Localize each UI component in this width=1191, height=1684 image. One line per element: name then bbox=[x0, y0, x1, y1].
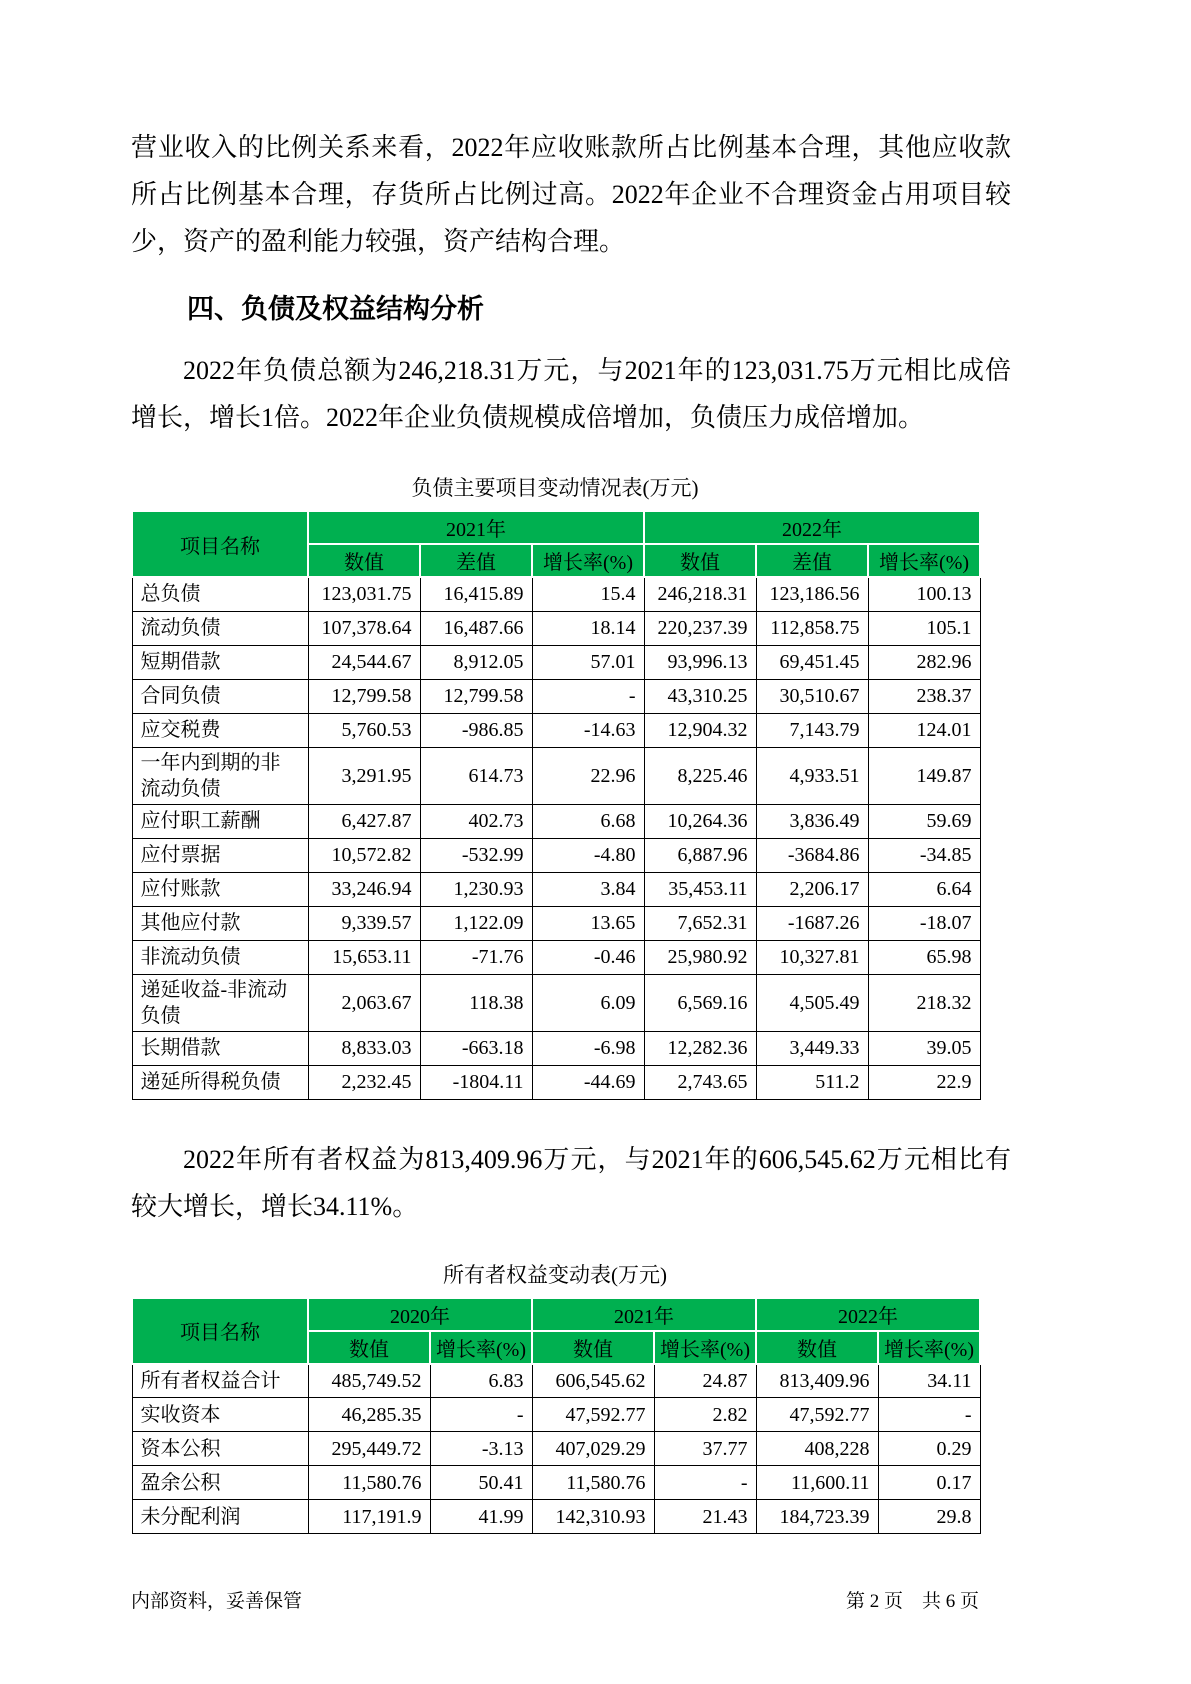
table-row bbox=[132, 1500, 980, 1534]
table-cell-value: 117,191.9 bbox=[308, 1500, 430, 1534]
table-cell-value: -71.76 bbox=[420, 940, 532, 974]
row-item-name: 总负债 bbox=[132, 577, 308, 611]
table-cell-value: -3684.86 bbox=[756, 838, 868, 872]
row-item-name: 流动负债 bbox=[132, 611, 308, 645]
table-cell-value: 15.4 bbox=[532, 577, 644, 611]
table-cell-value: 13.65 bbox=[532, 906, 644, 940]
table-cell-value: 11,600.11 bbox=[756, 1466, 878, 1500]
table-row bbox=[132, 645, 980, 679]
row-item-name: 递延收益-非流动负债 bbox=[132, 974, 308, 1031]
table-cell-value: 123,186.56 bbox=[756, 577, 868, 611]
table-cell-value: 35,453.11 bbox=[644, 872, 756, 906]
table-row bbox=[132, 1398, 980, 1432]
table-cell-value: 16,487.66 bbox=[420, 611, 532, 645]
row-item-name: 其他应付款 bbox=[132, 906, 308, 940]
table-cell-value: 15,653.11 bbox=[308, 940, 420, 974]
table-cell-value: -14.63 bbox=[532, 713, 644, 747]
table-cell-value: 402.73 bbox=[420, 804, 532, 838]
paragraph-asset-structure: 营业收入的比例关系来看，2022年应收账款所占比例基本合理，其他应收款所占比例基本合理，存货所占比例过高。2022年企业不合理资金占用项目较少，资产的盈利能力较强，资产结构合理。 bbox=[131, 133, 1011, 256]
table-cell-value: 6.83 bbox=[430, 1364, 532, 1398]
table-cell-value: 10,327.81 bbox=[756, 940, 868, 974]
table-cell-value: 606,545.62 bbox=[532, 1364, 654, 1398]
row-item-name: 未分配利润 bbox=[132, 1500, 308, 1534]
paragraph-equity-summary: 2022年所有者权益为813,409.96万元，与2021年的606,545.62万元相比有较大增长，增长34.11%。 bbox=[131, 1144, 1011, 1221]
row-item-name: 应交税费 bbox=[132, 713, 308, 747]
column-header-year: 2021年 bbox=[532, 1298, 756, 1331]
column-subheader: 数值 bbox=[532, 1331, 654, 1364]
table-cell-value: 39.05 bbox=[868, 1031, 980, 1065]
table-row bbox=[132, 906, 980, 940]
table-cell-value: - bbox=[654, 1466, 756, 1500]
table-cell-value: 112,858.75 bbox=[756, 611, 868, 645]
column-header-year: 2022年 bbox=[644, 511, 980, 544]
table-cell-value: 47,592.77 bbox=[756, 1398, 878, 1432]
table-cell-value: 8,912.05 bbox=[420, 645, 532, 679]
table-row bbox=[132, 1364, 980, 1398]
table-cell-value: 485,749.52 bbox=[308, 1364, 430, 1398]
table-cell-value: 22.96 bbox=[532, 747, 644, 804]
table-cell-value: 37.77 bbox=[654, 1432, 756, 1466]
row-item-name: 非流动负债 bbox=[132, 940, 308, 974]
footer-confidential-note: 内部资料，妥善保管 bbox=[131, 1591, 303, 1612]
column-subheader: 差值 bbox=[756, 544, 868, 577]
footer-page-number: 第 2 页 共 6 页 bbox=[845, 1591, 979, 1612]
table-cell-value: - bbox=[430, 1398, 532, 1432]
row-item-name: 实收资本 bbox=[132, 1398, 308, 1432]
table-row bbox=[132, 1031, 980, 1065]
table-cell-value: 295,449.72 bbox=[308, 1432, 430, 1466]
section-heading-liability-equity: 四、负债及权益结构分析 bbox=[187, 294, 484, 324]
table-cell-value: -0.46 bbox=[532, 940, 644, 974]
page-footer bbox=[131, 1586, 979, 1613]
page-content bbox=[131, 124, 1011, 1534]
table-cell-value: 33,246.94 bbox=[308, 872, 420, 906]
column-header-year: 2021年 bbox=[308, 511, 644, 544]
table-cell-value: -34.85 bbox=[868, 838, 980, 872]
table-cell-value: 59.69 bbox=[868, 804, 980, 838]
table-cell-value: 22.9 bbox=[868, 1065, 980, 1099]
table-cell-value: -6.98 bbox=[532, 1031, 644, 1065]
column-header-year: 2020年 bbox=[308, 1298, 532, 1331]
column-subheader: 数值 bbox=[308, 544, 420, 577]
table-row bbox=[132, 940, 980, 974]
table-cell-value: 3,291.95 bbox=[308, 747, 420, 804]
table-cell-value: 6,427.87 bbox=[308, 804, 420, 838]
row-item-name: 资本公积 bbox=[132, 1432, 308, 1466]
column-header-year: 2022年 bbox=[756, 1298, 980, 1331]
table-cell-value: 24,544.67 bbox=[308, 645, 420, 679]
column-subheader: 差值 bbox=[420, 544, 532, 577]
table-cell-value: 511.2 bbox=[756, 1065, 868, 1099]
table-row bbox=[132, 872, 980, 906]
column-subheader: 数值 bbox=[308, 1331, 430, 1364]
column-header-item-name: 项目名称 bbox=[132, 1298, 308, 1364]
row-item-name: 盈余公积 bbox=[132, 1466, 308, 1500]
table-row bbox=[132, 611, 980, 645]
table-row bbox=[132, 577, 980, 611]
table-cell-value: - bbox=[878, 1398, 980, 1432]
table-cell-value: 2,743.65 bbox=[644, 1065, 756, 1099]
table-cell-value: 43,310.25 bbox=[644, 679, 756, 713]
table-row bbox=[132, 974, 980, 1031]
table-cell-value: 1,122.09 bbox=[420, 906, 532, 940]
liability-table bbox=[131, 510, 981, 1100]
table-cell-value: 813,409.96 bbox=[756, 1364, 878, 1398]
table-cell-value: 4,505.49 bbox=[756, 974, 868, 1031]
table-cell-value: 408,228 bbox=[756, 1432, 878, 1466]
table-cell-value: 69,451.45 bbox=[756, 645, 868, 679]
table-cell-value: 24.87 bbox=[654, 1364, 756, 1398]
column-subheader: 增长率(%) bbox=[654, 1331, 756, 1364]
table-cell-value: 41.99 bbox=[430, 1500, 532, 1534]
table-cell-value: 107,378.64 bbox=[308, 611, 420, 645]
table-cell-value: 184,723.39 bbox=[756, 1500, 878, 1534]
table-cell-value: 282.96 bbox=[868, 645, 980, 679]
column-subheader: 数值 bbox=[756, 1331, 878, 1364]
table-row bbox=[132, 804, 980, 838]
table-cell-value: 21.43 bbox=[654, 1500, 756, 1534]
table-cell-value: 25,980.92 bbox=[644, 940, 756, 974]
table-row bbox=[132, 713, 980, 747]
table-cell-value: 614.73 bbox=[420, 747, 532, 804]
table-row bbox=[132, 679, 980, 713]
equity-table-title: 所有者权益变动表(万元) bbox=[443, 1262, 667, 1287]
table-cell-value: 123,031.75 bbox=[308, 577, 420, 611]
table-cell-value: 46,285.35 bbox=[308, 1398, 430, 1432]
table-cell-value: 124.01 bbox=[868, 713, 980, 747]
column-subheader: 增长率(%) bbox=[868, 544, 980, 577]
row-item-name: 长期借款 bbox=[132, 1031, 308, 1065]
table-cell-value: 12,904.32 bbox=[644, 713, 756, 747]
table-cell-value: 7,143.79 bbox=[756, 713, 868, 747]
table-cell-value: 47,592.77 bbox=[532, 1398, 654, 1432]
table-cell-value: 65.98 bbox=[868, 940, 980, 974]
table-cell-value: 118.38 bbox=[420, 974, 532, 1031]
table-cell-value: -18.07 bbox=[868, 906, 980, 940]
table-cell-value: -532.99 bbox=[420, 838, 532, 872]
equity-table bbox=[131, 1297, 981, 1535]
table-row bbox=[132, 1065, 980, 1099]
table-cell-value: 9,339.57 bbox=[308, 906, 420, 940]
table-cell-value: 6.64 bbox=[868, 872, 980, 906]
table-cell-value: -663.18 bbox=[420, 1031, 532, 1065]
table-cell-value: -986.85 bbox=[420, 713, 532, 747]
table-cell-value: 10,572.82 bbox=[308, 838, 420, 872]
column-subheader: 增长率(%) bbox=[532, 544, 644, 577]
table-cell-value: -1804.11 bbox=[420, 1065, 532, 1099]
paragraph-liability-summary: 2022年负债总额为246,218.31万元，与2021年的123,031.75万元相比成倍增长，增长1倍。2022年企业负债规模成倍增加，负债压力成倍增加。 bbox=[131, 356, 1011, 432]
table-cell-value: 0.29 bbox=[878, 1432, 980, 1466]
table-cell-value: -1687.26 bbox=[756, 906, 868, 940]
table-cell-value: 220,237.39 bbox=[644, 611, 756, 645]
column-subheader: 增长率(%) bbox=[878, 1331, 980, 1364]
row-item-name: 所有者权益合计 bbox=[132, 1364, 308, 1398]
table-cell-value: 93,996.13 bbox=[644, 645, 756, 679]
row-item-name: 应付账款 bbox=[132, 872, 308, 906]
table-cell-value: 6.09 bbox=[532, 974, 644, 1031]
row-item-name: 应付职工薪酬 bbox=[132, 804, 308, 838]
table-cell-value: 142,310.93 bbox=[532, 1500, 654, 1534]
row-item-name: 应付票据 bbox=[132, 838, 308, 872]
table-cell-value: 50.41 bbox=[430, 1466, 532, 1500]
row-item-name: 合同负债 bbox=[132, 679, 308, 713]
table-row bbox=[132, 1432, 980, 1466]
table-cell-value: 246,218.31 bbox=[644, 577, 756, 611]
table-cell-value: 3,836.49 bbox=[756, 804, 868, 838]
column-subheader: 增长率(%) bbox=[430, 1331, 532, 1364]
row-item-name: 递延所得税负债 bbox=[132, 1065, 308, 1099]
table-cell-value: 18.14 bbox=[532, 611, 644, 645]
table-row bbox=[132, 1466, 980, 1500]
table-cell-value: 1,230.93 bbox=[420, 872, 532, 906]
table-cell-value: 149.87 bbox=[868, 747, 980, 804]
table-cell-value: 218.32 bbox=[868, 974, 980, 1031]
table-row bbox=[132, 838, 980, 872]
table-cell-value: 8,833.03 bbox=[308, 1031, 420, 1065]
table-cell-value: 100.13 bbox=[868, 577, 980, 611]
row-item-name: 一年内到期的非流动负债 bbox=[132, 747, 308, 804]
table-cell-value: 7,652.31 bbox=[644, 906, 756, 940]
table-cell-value: 6.68 bbox=[532, 804, 644, 838]
table-cell-value: -44.69 bbox=[532, 1065, 644, 1099]
table-row bbox=[132, 747, 980, 804]
column-header-item-name: 项目名称 bbox=[132, 511, 308, 577]
table-cell-value: 34.11 bbox=[878, 1364, 980, 1398]
table-cell-value: 29.8 bbox=[878, 1500, 980, 1534]
table-cell-value: 8,225.46 bbox=[644, 747, 756, 804]
table-cell-value: 6,887.96 bbox=[644, 838, 756, 872]
table-cell-value: 16,415.89 bbox=[420, 577, 532, 611]
table-cell-value: - bbox=[532, 679, 644, 713]
table-cell-value: 6,569.16 bbox=[644, 974, 756, 1031]
table-cell-value: -4.80 bbox=[532, 838, 644, 872]
table-cell-value: 11,580.76 bbox=[308, 1466, 430, 1500]
table-cell-value: 238.37 bbox=[868, 679, 980, 713]
table-cell-value: 2,232.45 bbox=[308, 1065, 420, 1099]
row-item-name: 短期借款 bbox=[132, 645, 308, 679]
liability-table-title: 负债主要项目变动情况表(万元) bbox=[411, 476, 699, 500]
table-cell-value: 57.01 bbox=[532, 645, 644, 679]
table-cell-value: 10,264.36 bbox=[644, 804, 756, 838]
table-cell-value: -3.13 bbox=[430, 1432, 532, 1466]
table-cell-value: 5,760.53 bbox=[308, 713, 420, 747]
table-cell-value: 0.17 bbox=[878, 1466, 980, 1500]
table-cell-value: 3,449.33 bbox=[756, 1031, 868, 1065]
table-cell-value: 12,799.58 bbox=[308, 679, 420, 713]
table-cell-value: 2,063.67 bbox=[308, 974, 420, 1031]
table-cell-value: 3.84 bbox=[532, 872, 644, 906]
table-cell-value: 407,029.29 bbox=[532, 1432, 654, 1466]
table-cell-value: 12,799.58 bbox=[420, 679, 532, 713]
table-cell-value: 12,282.36 bbox=[644, 1031, 756, 1065]
table-cell-value: 2.82 bbox=[654, 1398, 756, 1432]
table-cell-value: 4,933.51 bbox=[756, 747, 868, 804]
column-subheader: 数值 bbox=[644, 544, 756, 577]
table-cell-value: 11,580.76 bbox=[532, 1466, 654, 1500]
table-cell-value: 105.1 bbox=[868, 611, 980, 645]
table-cell-value: 2,206.17 bbox=[756, 872, 868, 906]
table-cell-value: 30,510.67 bbox=[756, 679, 868, 713]
